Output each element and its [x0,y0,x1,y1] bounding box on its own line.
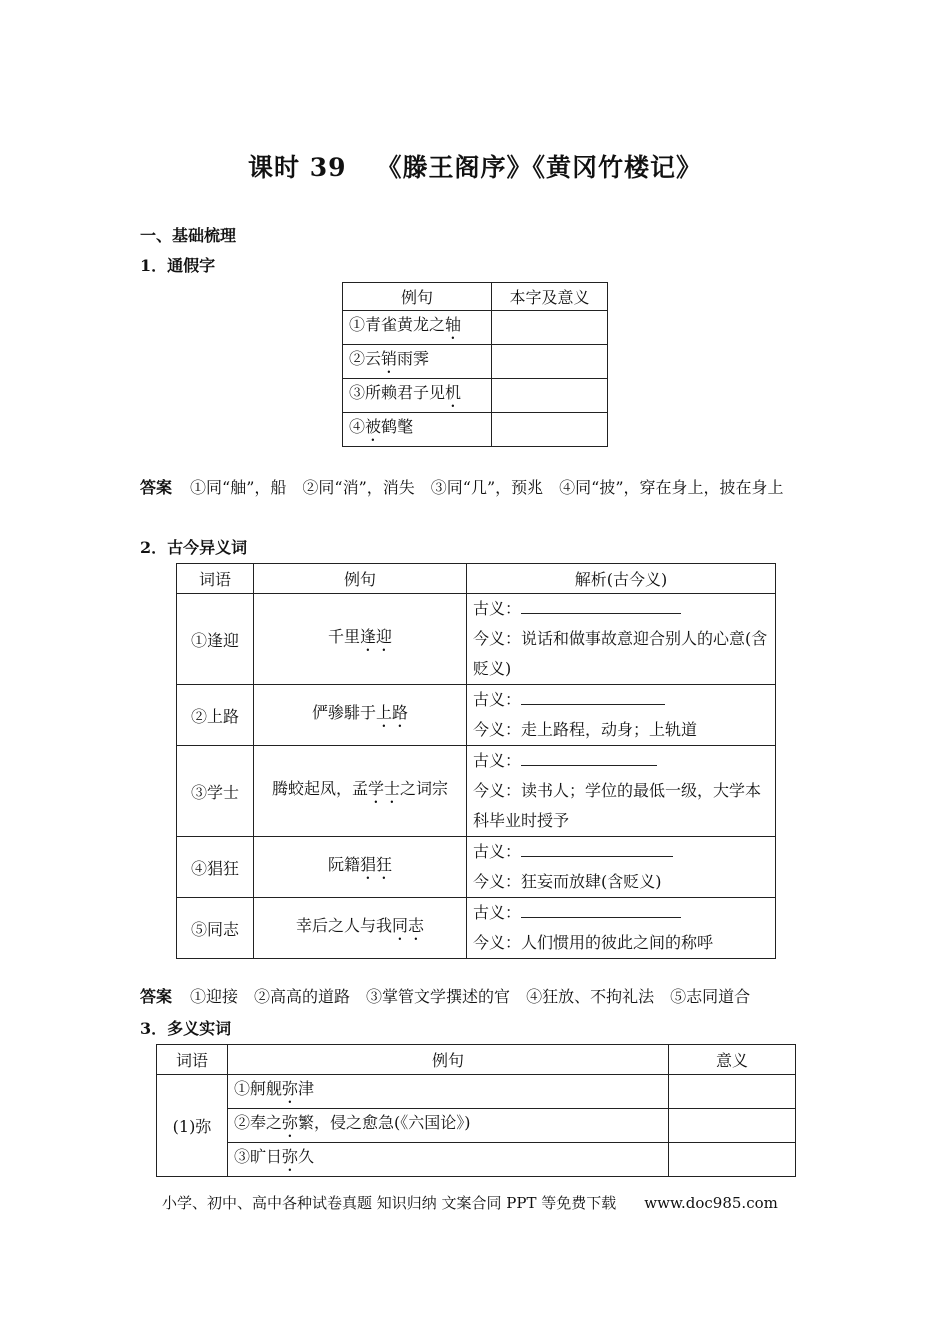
example-sentence: ①青雀黄龙之轴 [343,311,492,345]
example-sentence: 千里逢迎 [254,594,467,685]
analysis-cell: 古义： 今义：读书人；学位的最低一级，大学本科毕业时授予 [467,746,776,837]
answer-label: 答案 [140,478,173,497]
duoyishici-table [156,1044,796,1177]
tongjiazi-table [342,282,608,447]
answer-cell [492,413,608,447]
fill-blank [521,842,673,857]
answer-cell [492,311,608,345]
page-title [0,148,950,184]
subsection-heading-duoyishici: 3．多义实词 [140,1019,232,1038]
example-sentence: ③旷日弥久 [228,1143,669,1177]
footer-text: 小学、初中、高中各种试卷真题 知识归纳 文案合同 PPT 等免费下载 [162,1194,617,1212]
page-footer [162,1192,778,1213]
section-heading-basics: 一、基础梳理 [140,226,237,245]
table-row [157,1109,796,1143]
example-sentence: ④被鹤氅 [343,413,492,447]
fill-blank [521,751,657,766]
answer-gujinyiyi: 答案 ①迎接 ②高高的道路 ③掌管文学撰述的官 ④狂放、不拘礼法 ⑤志同道合 [140,987,751,1006]
lesson-works: 《滕王阁序》《黄冈竹楼记》 [376,153,702,182]
table-header-cell: 例句 [254,564,467,594]
word-cell: ⑤同志 [177,898,254,959]
word-cell: (1)弥 [157,1075,228,1177]
word-cell: ③学士 [177,746,254,837]
table-header-row [157,1045,796,1075]
gujinyiyi-table [176,563,776,959]
subsection-heading-tongjiazi: 1．通假字 [140,256,216,275]
table-row [157,1075,796,1109]
table-row [177,746,776,837]
table-header-cell: 本字及意义 [492,283,608,311]
fill-blank [521,599,681,614]
table-header-cell: 例句 [228,1045,669,1075]
table-header-cell: 意义 [669,1045,796,1075]
word-cell: ①逢迎 [177,594,254,685]
table-row [343,413,608,447]
example-sentence: 阮籍猖狂 [254,837,467,898]
example-sentence: ①舸舰弥津 [228,1075,669,1109]
table-row [343,379,608,413]
answer-cell [492,379,608,413]
example-sentence: ②云销雨霁 [343,345,492,379]
lesson-number: 课时 39 [247,153,347,182]
table-header-row [343,283,608,311]
table-header-cell: 解析(古今义) [467,564,776,594]
table-row [177,685,776,746]
table-row [177,837,776,898]
table-header-cell: 例句 [343,283,492,311]
meaning-cell [669,1075,796,1109]
analysis-cell: 古义： 今义：人们惯用的彼此之间的称呼 [467,898,776,959]
answer-tongjiazi: 答案 ①同“舳”，船 ②同“消”，消失 ③同“几”，预兆 ④同“披”，穿在身上，披在身上 [140,478,784,497]
table-row [177,594,776,685]
table-header-cell: 词语 [177,564,254,594]
example-sentence: 幸后之人与我同志 [254,898,467,959]
table-row [177,898,776,959]
footer-url[interactable]: www.doc985.com [644,1194,778,1212]
table-header-row [177,564,776,594]
example-sentence: ②奉之弥繁，侵之愈急(《六国论》) [228,1109,669,1143]
example-sentence: ③所赖君子见机 [343,379,492,413]
answer-label: 答案 [140,987,173,1006]
table-row [343,311,608,345]
example-sentence: 腾蛟起凤，孟学士之词宗 [254,746,467,837]
subsection-heading-gujinyiyi: 2．古今异义词 [140,538,248,557]
example-sentence: 俨骖騑于上路 [254,685,467,746]
fill-blank [521,690,665,705]
word-cell: ②上路 [177,685,254,746]
meaning-cell [669,1109,796,1143]
analysis-cell: 古义： 今义：说话和做事故意迎合别人的心意(含贬义) [467,594,776,685]
table-row [343,345,608,379]
table-header-cell: 词语 [157,1045,228,1075]
answer-cell [492,345,608,379]
table-row [157,1143,796,1177]
fill-blank [521,903,681,918]
word-cell: ④猖狂 [177,837,254,898]
meaning-cell [669,1143,796,1177]
analysis-cell: 古义： 今义：走上路程，动身；上轨道 [467,685,776,746]
analysis-cell: 古义： 今义：狂妄而放肆(含贬义) [467,837,776,898]
